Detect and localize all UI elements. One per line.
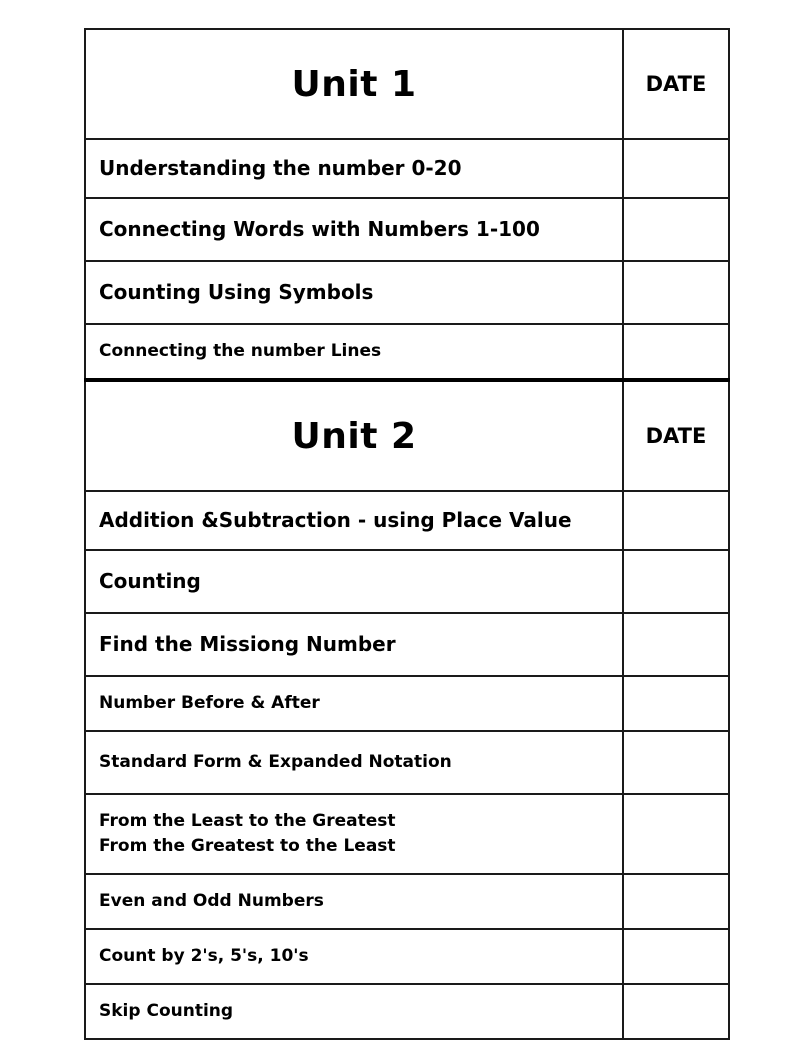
unit2-date-heading: DATE [623,380,729,491]
unit1-date-cell-2[interactable] [623,198,729,261]
unit-checklist-table [84,28,730,1040]
unit2-header-row [85,380,729,491]
unit2-date-cell-9[interactable] [623,984,729,1039]
unit2-date-cell-3[interactable] [623,613,729,676]
unit1-title: Unit 1 [85,29,623,139]
unit1-header-row [85,29,729,139]
table-row [85,324,729,380]
unit1-topic-2: Connecting Words with Numbers 1-100 [85,198,623,261]
unit2-title: Unit 2 [85,380,623,491]
unit2-topic-4: Number Before & After [85,676,623,731]
table-row [85,929,729,984]
table-row [85,613,729,676]
table-row [85,198,729,261]
table-row [85,794,729,874]
table-row [85,139,729,198]
table-row [85,874,729,929]
unit1-date-heading: DATE [623,29,729,139]
table-row [85,491,729,550]
unit2-date-cell-8[interactable] [623,929,729,984]
table-row [85,984,729,1039]
unit1-date-cell-3[interactable] [623,261,729,324]
table-row [85,676,729,731]
unit1-date-cell-4[interactable] [623,324,729,380]
unit2-topic-2: Counting [85,550,623,613]
table-row [85,261,729,324]
unit1-topic-4: Connecting the number Lines [85,324,623,380]
unit2-topic-3: Find the Missiong Number [85,613,623,676]
unit2-topic-6-line-1: From the Least to the Greatest [99,811,396,831]
unit2-topic-6-line-2: From the Greatest to the Least [99,836,396,856]
unit2-date-cell-1[interactable] [623,491,729,550]
unit2-topic-6 [85,794,623,874]
unit2-topic-1: Addition &Subtraction - using Place Value [85,491,623,550]
unit2-date-cell-6[interactable] [623,794,729,874]
unit1-topic-1: Understanding the number 0-20 [85,139,623,198]
unit2-topic-8: Count by 2's, 5's, 10's [85,929,623,984]
table-row [85,731,729,794]
unit1-topic-3: Counting Using Symbols [85,261,623,324]
unit2-topic-9: Skip Counting [85,984,623,1039]
unit1-date-cell-1[interactable] [623,139,729,198]
unit2-date-cell-2[interactable] [623,550,729,613]
table-row [85,550,729,613]
unit2-topic-7: Even and Odd Numbers [85,874,623,929]
unit2-topic-5: Standard Form & Expanded Notation [85,731,623,794]
unit2-date-cell-5[interactable] [623,731,729,794]
checklist-sheet [84,28,728,1040]
unit2-date-cell-7[interactable] [623,874,729,929]
unit2-date-cell-4[interactable] [623,676,729,731]
